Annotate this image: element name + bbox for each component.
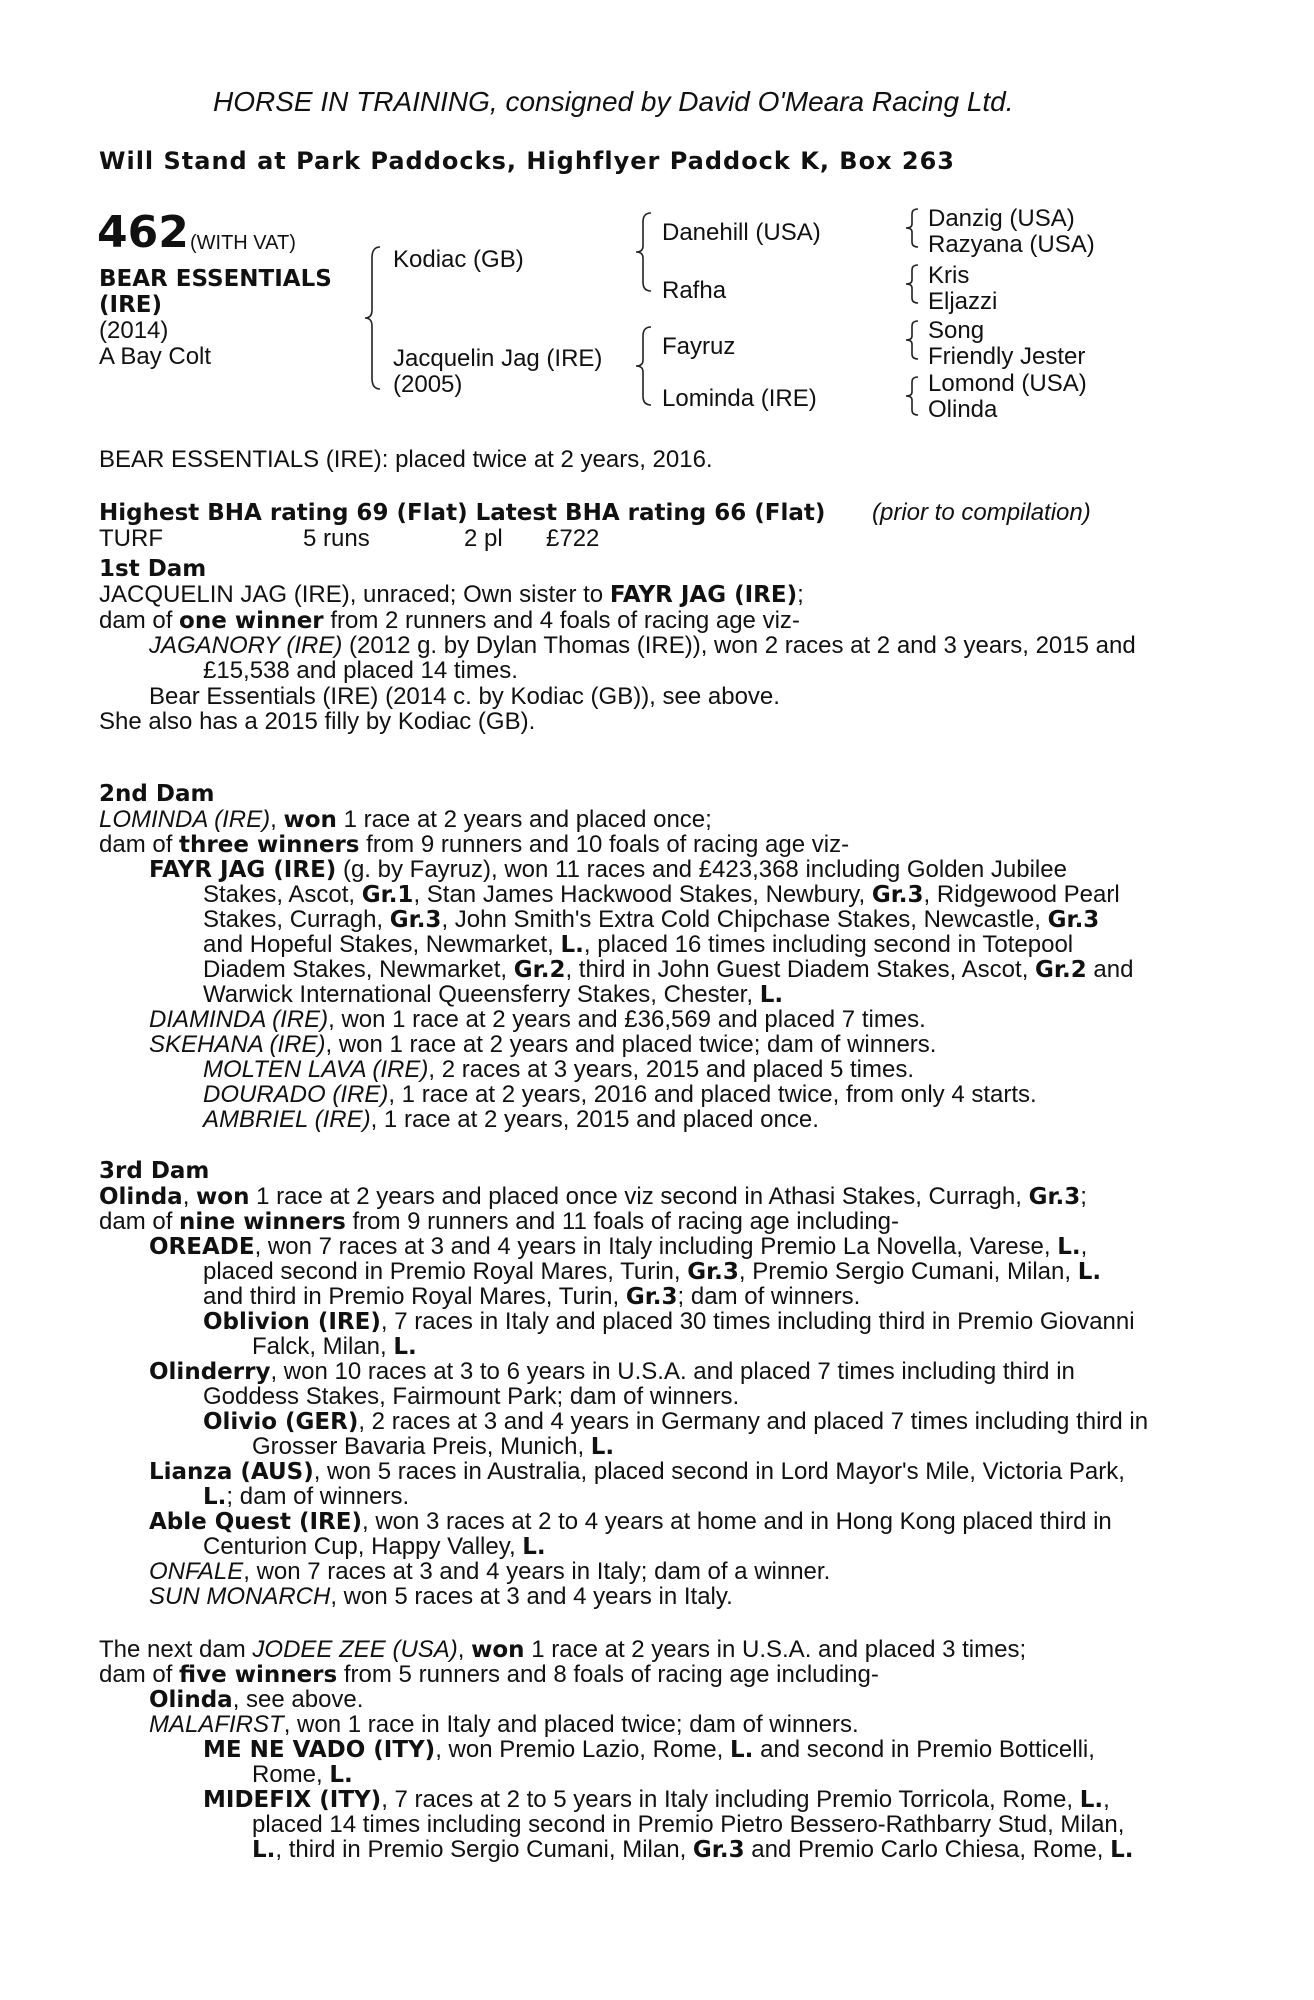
italic-text: SKEHANA (IRE) <box>149 1031 326 1058</box>
plain-text: , won 5 races in Australia, placed second in Lord Mayor's Mile, Victoria Park, <box>313 1458 1125 1485</box>
italic-text: MALAFIRST <box>149 1711 284 1738</box>
bha-ratings: Highest BHA rating 69 (Flat) Latest BHA rating 66 (Flat) <box>99 500 826 526</box>
bold-text: Gr.3 <box>1028 1184 1081 1210</box>
plain-text: , Ridgewood Pearl <box>923 881 1120 908</box>
pedigree-g4: Eljazzi <box>928 288 998 315</box>
plain-text: , 2 races at 3 years, 2015 and placed 5 times. <box>428 1056 915 1083</box>
bold-text: Gr.3 <box>687 1259 739 1285</box>
plain-text: and <box>1086 956 1134 983</box>
pedigree-sire-sire: Danehill (USA) <box>662 219 821 246</box>
plain-text: , Stan James Hackwood Stakes, Newbury, <box>413 881 872 908</box>
bold-text: Gr.3 <box>389 907 442 933</box>
race-placings: 2 pl <box>464 525 503 552</box>
plain-text: , 2 races at 3 and 4 years in Germany and placed 7 times including third in <box>358 1408 1149 1435</box>
bold-text: L. <box>1057 1234 1081 1260</box>
next-dam-line <box>203 1737 1095 1763</box>
plain-text: from 9 runners and 11 foals of racing age including- <box>345 1208 900 1235</box>
bold-text: one winner <box>179 608 324 634</box>
pedigree-brace-g1 <box>905 208 921 248</box>
third-dam-line <box>203 1309 1135 1335</box>
bold-text: MIDEFIX (ITY) <box>203 1787 382 1813</box>
italic-text: JAGANORY (IRE) <box>149 632 343 659</box>
italic-text: LOMINDA (IRE) <box>99 806 271 833</box>
bold-text: L. <box>393 1334 417 1360</box>
plain-text: , 1 race at 2 years, 2016 and placed twice, from only 4 starts. <box>388 1081 1037 1108</box>
bold-text: nine winners <box>179 1209 346 1235</box>
next-dam-line <box>252 1812 1124 1838</box>
lot-number: 462 <box>97 207 189 258</box>
plain-text: , <box>1103 1786 1110 1813</box>
pedigree-brace-g4 <box>905 376 921 416</box>
plain-text: Falck, Milan, <box>252 1333 394 1360</box>
plain-text: and Hopeful Stakes, Newmarket, <box>203 931 561 958</box>
pedigree-dam-dam: Lominda (IRE) <box>662 385 817 412</box>
italic-text: JODEE ZEE (USA) <box>252 1636 458 1663</box>
first-dam-line <box>149 633 1136 659</box>
third-dam-line <box>203 1384 739 1410</box>
plain-text: and Premio Carlo Chiesa, Rome, <box>744 1836 1111 1863</box>
next-dam-line <box>252 1837 1133 1863</box>
plain-text: £15,538 and placed 14 times. <box>203 657 518 684</box>
plain-text: 1 race at 2 years and placed once viz second in Athasi Stakes, Curragh, <box>249 1183 1029 1210</box>
italic-text: ONFALE <box>149 1558 244 1585</box>
third-dam-line <box>99 1184 1087 1210</box>
bold-text: Lianza (AUS) <box>149 1459 314 1485</box>
plain-text: Rome, <box>252 1761 330 1788</box>
first-dam-line <box>99 709 535 735</box>
third-dam-line <box>203 1284 860 1310</box>
ratings-note: (prior to compilation) <box>872 499 1091 526</box>
bold-text: L. <box>730 1737 754 1763</box>
bold-text: Gr.2 <box>513 957 566 983</box>
plain-text: ; dam of winners. <box>226 1483 410 1510</box>
second-dam-line <box>203 882 1120 908</box>
bold-text: won <box>283 807 337 833</box>
pedigree-brace-g3 <box>905 320 921 360</box>
bold-text: Gr.3 <box>1047 907 1100 933</box>
plain-text: ; <box>1080 1183 1087 1210</box>
plain-text: , Premio Sergio Cumani, Milan, <box>738 1258 1078 1285</box>
pedigree-g5: Song <box>928 317 985 344</box>
plain-text: (2012 g. by Dylan Thomas (IRE)), won 2 races at 2 and 3 years, 2015 and <box>342 632 1136 659</box>
second-dam-line <box>203 1057 914 1083</box>
bold-text: Gr.1 <box>361 882 414 908</box>
plain-text: , 1 race at 2 years, 2015 and placed once. <box>370 1106 819 1133</box>
plain-text: 1 race at 2 years in U.S.A. and placed 3 times; <box>524 1636 1027 1663</box>
pedigree-g3: Kris <box>928 262 970 289</box>
pedigree-brace-dam <box>635 326 655 406</box>
plain-text: , <box>457 1636 472 1663</box>
bold-text: L. <box>522 1534 546 1560</box>
plain-text: She also has a 2015 filly by Kodiac (GB). <box>99 708 536 735</box>
plain-text: , won 7 races at 3 and 4 years in Italy including Premio La Novella, Varese, <box>254 1233 1058 1260</box>
bold-text: L. <box>252 1837 276 1863</box>
plain-text: dam of <box>99 1208 180 1235</box>
next-dam-line <box>99 1637 1026 1663</box>
pedigree-brace-g2 <box>905 264 921 304</box>
bold-text: Oblivion (IRE) <box>203 1309 381 1335</box>
plain-text: , see above. <box>232 1686 364 1713</box>
plain-text: , <box>1080 1233 1088 1260</box>
pedigree-dam-year: (2005) <box>393 371 463 398</box>
pedigree-g8: Olinda <box>928 396 998 423</box>
plain-text: from 2 runners and 4 foals of racing age viz- <box>323 607 800 634</box>
bold-text: L. <box>203 1484 227 1510</box>
vat-note: (WITH VAT) <box>190 232 296 254</box>
pedigree-g2: Razyana (USA) <box>928 231 1095 258</box>
italic-text: MOLTEN LAVA (IRE) <box>203 1056 429 1083</box>
race-earnings: £722 <box>546 525 600 552</box>
second-dam-line <box>203 907 1099 933</box>
next-dam-line <box>149 1712 859 1738</box>
second-dam-line <box>149 1032 936 1058</box>
first-dam-heading: 1st Dam <box>99 556 207 582</box>
plain-text: placed second in Premio Royal Mares, Turin, <box>203 1258 688 1285</box>
plain-text: Grosser Bavaria Preis, Munich, <box>252 1433 591 1460</box>
stand-location: Will Stand at Park Paddocks, Highflyer Paddock K, Box 263 <box>99 147 956 175</box>
bold-text: L. <box>1077 1259 1102 1285</box>
second-dam-line <box>203 1107 819 1133</box>
plain-text: , won Premio Lazio, Rome, <box>435 1736 730 1763</box>
bold-text: Able Quest (IRE) <box>149 1509 362 1535</box>
third-dam-line <box>149 1459 1125 1485</box>
pedigree-g6: Friendly Jester <box>928 343 1086 370</box>
plain-text: dam of <box>99 607 180 634</box>
second-dam-line <box>203 982 783 1008</box>
plain-text: and second in Premio Botticelli, <box>753 1736 1095 1763</box>
plain-text: , won 1 race at 2 years and £36,569 and placed 7 times. <box>328 1006 926 1033</box>
plain-text: and third in Premio Royal Mares, Turin, <box>203 1283 626 1310</box>
second-dam-line <box>203 932 1073 958</box>
bold-text: Gr.3 <box>871 882 924 908</box>
plain-text: The next dam <box>99 1636 253 1663</box>
plain-text: , won 3 races at 2 to 4 years at home and in Hong Kong placed third in <box>361 1508 1112 1535</box>
plain-text: placed 14 times including second in Premio Pietro Bessero-Rathbarry Stud, Milan, <box>252 1811 1125 1838</box>
pedigree-g7: Lomond (USA) <box>928 370 1087 397</box>
bold-text: won <box>471 1637 525 1663</box>
plain-text: Stakes, Ascot, <box>203 881 362 908</box>
pedigree-g1: Danzig (USA) <box>928 205 1075 232</box>
bold-text: ME NE VADO (ITY) <box>203 1737 436 1763</box>
italic-text: DOURADO (IRE) <box>203 1081 389 1108</box>
plain-text: , won 1 race at 2 years and placed twice; dam of winners. <box>325 1031 937 1058</box>
second-dam-line <box>99 807 712 833</box>
bold-text: five winners <box>179 1662 338 1688</box>
third-dam-line <box>203 1409 1148 1435</box>
third-dam-line <box>149 1359 1075 1385</box>
race-runs: 5 runs <box>303 525 370 552</box>
third-dam-line <box>203 1484 409 1510</box>
second-dam-line <box>149 857 1067 883</box>
plain-text: , John Smith's Extra Cold Chipchase Stakes, Newcastle, <box>441 906 1048 933</box>
next-dam-line <box>203 1787 1110 1813</box>
third-dam-line <box>149 1234 1087 1260</box>
bold-text: Gr.3 <box>692 1837 745 1863</box>
plain-text: (g. by Fayruz), won 11 races and £423,368 including Golden Jubilee <box>336 856 1067 883</box>
bold-text: won <box>196 1184 250 1210</box>
pedigree-brace-sire <box>635 212 655 292</box>
bold-text: Gr.3 <box>625 1284 678 1310</box>
bold-text: L. <box>590 1434 615 1460</box>
third-dam-line <box>203 1259 1101 1285</box>
plain-text: Diadem Stakes, Newmarket, <box>203 956 514 983</box>
plain-text: dam of <box>99 1661 180 1688</box>
plain-text: , <box>182 1183 197 1210</box>
race-surface: TURF <box>99 525 163 552</box>
italic-text: DIAMINDA (IRE) <box>149 1006 329 1033</box>
next-dam-line <box>149 1687 363 1713</box>
bold-text: three winners <box>179 832 360 858</box>
bold-text: OREADE <box>149 1234 255 1260</box>
bold-text: Olinda <box>99 1184 183 1210</box>
bold-text: Olinderry <box>149 1359 271 1385</box>
pedigree-sire-dam: Rafha <box>662 277 727 304</box>
first-dam-line <box>149 684 780 710</box>
bold-text: L. <box>1079 1787 1104 1813</box>
plain-text: , won 5 races at 3 and 4 years in Italy. <box>330 1583 733 1610</box>
italic-text: SUN MONARCH <box>149 1583 331 1610</box>
plain-text: , third in John Guest Diadem Stakes, Ascot, <box>565 956 1036 983</box>
third-dam-line <box>252 1334 417 1360</box>
bold-text: Gr.2 <box>1035 957 1087 983</box>
pedigree-brace-main <box>364 246 384 390</box>
bold-text: L. <box>329 1762 353 1788</box>
plain-text: Warwick International Queensferry Stakes, Chester, <box>203 981 760 1008</box>
plain-text: JACQUELIN JAG (IRE), unraced; Own sister to <box>99 581 610 608</box>
plain-text: 1 race at 2 years and placed once; <box>336 806 712 833</box>
third-dam-line <box>149 1584 733 1610</box>
third-dam-heading: 3rd Dam <box>99 1158 210 1184</box>
third-dam-line <box>149 1559 830 1585</box>
pedigree-dam-sire: Fayruz <box>662 333 736 360</box>
plain-text: , won 10 races at 3 to 6 years in U.S.A. and placed 7 times including third in <box>270 1358 1075 1385</box>
third-dam-line <box>149 1509 1112 1535</box>
bold-text: L. <box>560 932 584 958</box>
bold-text: L. <box>1110 1837 1134 1863</box>
next-dam-line <box>99 1662 879 1688</box>
pedigree-dam: Jacquelin Jag (IRE) <box>393 345 603 372</box>
bold-text: FAYR JAG (IRE) <box>149 857 337 883</box>
second-dam-line <box>149 1007 926 1033</box>
plain-text: , third in Premio Sergio Cumani, Milan, <box>275 1836 693 1863</box>
horse-suffix: (IRE) <box>99 292 163 318</box>
plain-text: ; <box>797 581 804 608</box>
plain-text: from 5 runners and 8 foals of racing age including- <box>337 1661 879 1688</box>
second-dam-heading: 2nd Dam <box>99 781 215 807</box>
plain-text: Goddess Stakes, Fairmount Park; dam of winners. <box>203 1383 740 1410</box>
pedigree-sire: Kodiac (GB) <box>393 246 524 273</box>
first-dam-line <box>203 658 518 684</box>
foaling-year: (2014) <box>99 317 169 344</box>
bold-text: Olinda <box>149 1687 233 1713</box>
plain-text: Stakes, Curragh, <box>203 906 390 933</box>
bold-text: Olivio (GER) <box>203 1409 359 1435</box>
italic-text: AMBRIEL (IRE) <box>203 1106 371 1133</box>
bold-text: L. <box>759 982 784 1008</box>
plain-text: , placed 16 times including second in Totepool <box>583 931 1074 958</box>
plain-text: ; dam of winners. <box>677 1283 861 1310</box>
plain-text: , 7 races at 2 to 5 years in Italy including Premio Torricola, Rome, <box>381 1786 1080 1813</box>
plain-text: Centurion Cup, Happy Valley, <box>203 1533 523 1560</box>
third-dam-line <box>203 1534 546 1560</box>
second-dam-line <box>99 832 849 858</box>
plain-text: , won 7 races at 3 and 4 years in Italy; dam of a winner. <box>243 1558 831 1585</box>
plain-text: dam of <box>99 831 180 858</box>
first-dam-line <box>99 582 804 608</box>
plain-text: , 7 races in Italy and placed 30 times including third in Premio Giovanni <box>380 1308 1135 1335</box>
third-dam-line <box>99 1209 899 1235</box>
plain-text: , won 1 race in Italy and placed twice; dam of winners. <box>283 1711 859 1738</box>
next-dam-line <box>252 1762 353 1788</box>
third-dam-line <box>252 1434 614 1460</box>
second-dam-line <box>203 1082 1037 1108</box>
plain-text: , <box>270 806 284 833</box>
plain-text: from 9 runners and 10 foals of racing age viz- <box>359 831 850 858</box>
bold-text: FAYR JAG (IRE) <box>609 582 798 608</box>
plain-text: Bear Essentials (IRE) (2014 c. by Kodiac (GB)), see above. <box>149 683 780 710</box>
second-dam-line <box>203 957 1133 983</box>
horse-description: A Bay Colt <box>99 343 212 370</box>
first-dam-line <box>99 608 800 634</box>
consignor-title: HORSE IN TRAINING, consigned by David O'Meara Racing Ltd. <box>213 86 1014 117</box>
horse-name: BEAR ESSENTIALS <box>99 266 332 292</box>
performance-summary: BEAR ESSENTIALS (IRE): placed twice at 2 years, 2016. <box>99 446 713 473</box>
